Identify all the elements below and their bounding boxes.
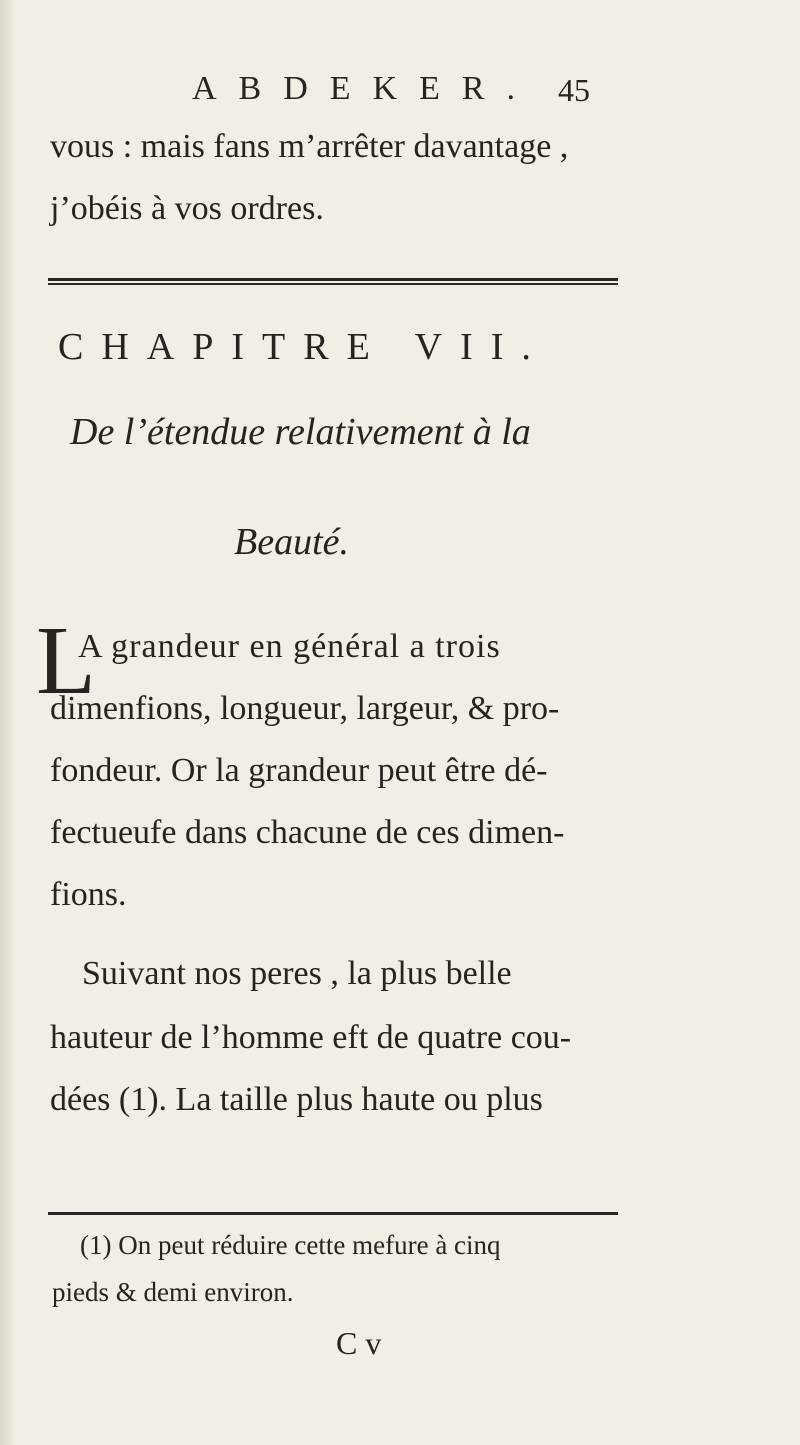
- chapter-title: CHAPITRE VII.: [58, 326, 549, 368]
- intro-line-1: vous : mais fans m’arrêter davantage ,: [50, 128, 569, 165]
- paragraph2-line-3: dées (1). La taille plus haute ou plus: [50, 1081, 543, 1118]
- footnote-line-2: pieds & demi environ.: [52, 1277, 294, 1307]
- page-number: 45: [558, 72, 590, 108]
- paragraph1-line-4: fectueufe dans chacune de ces dimen-: [50, 814, 565, 851]
- paragraph2-line-1: Suivant nos peres , la plus belle: [82, 955, 512, 992]
- drop-cap: L: [36, 607, 96, 715]
- paragraph2-line-2: hauteur de l’homme eft de quatre cou-: [50, 1019, 572, 1056]
- chapter-subtitle-line-2: Beauté.: [234, 521, 350, 563]
- footnote-rule: [48, 1212, 618, 1215]
- paragraph1-line-2: dimenfions, longueur, largeur, & pro-: [50, 690, 560, 727]
- page-gutter: [0, 0, 14, 1445]
- signature-mark: C v: [336, 1325, 382, 1361]
- running-title: ABDEKER.: [192, 70, 538, 107]
- page-header: [0, 70, 800, 110]
- paragraph1-line-3: fondeur. Or la grandeur peut être dé-: [50, 752, 548, 789]
- chapter-divider-rule: [48, 278, 618, 285]
- chapter-subtitle-line-1: De l’étendue relativement à la: [70, 411, 531, 453]
- paragraph1-line-5: fions.: [50, 876, 127, 913]
- footnote-line-1: (1) On peut réduire cette mefure à cinq: [80, 1230, 501, 1260]
- intro-line-2: j’obéis à vos ordres.: [50, 190, 324, 227]
- paragraph1-first-line: A grandeur en général a trois: [78, 628, 501, 665]
